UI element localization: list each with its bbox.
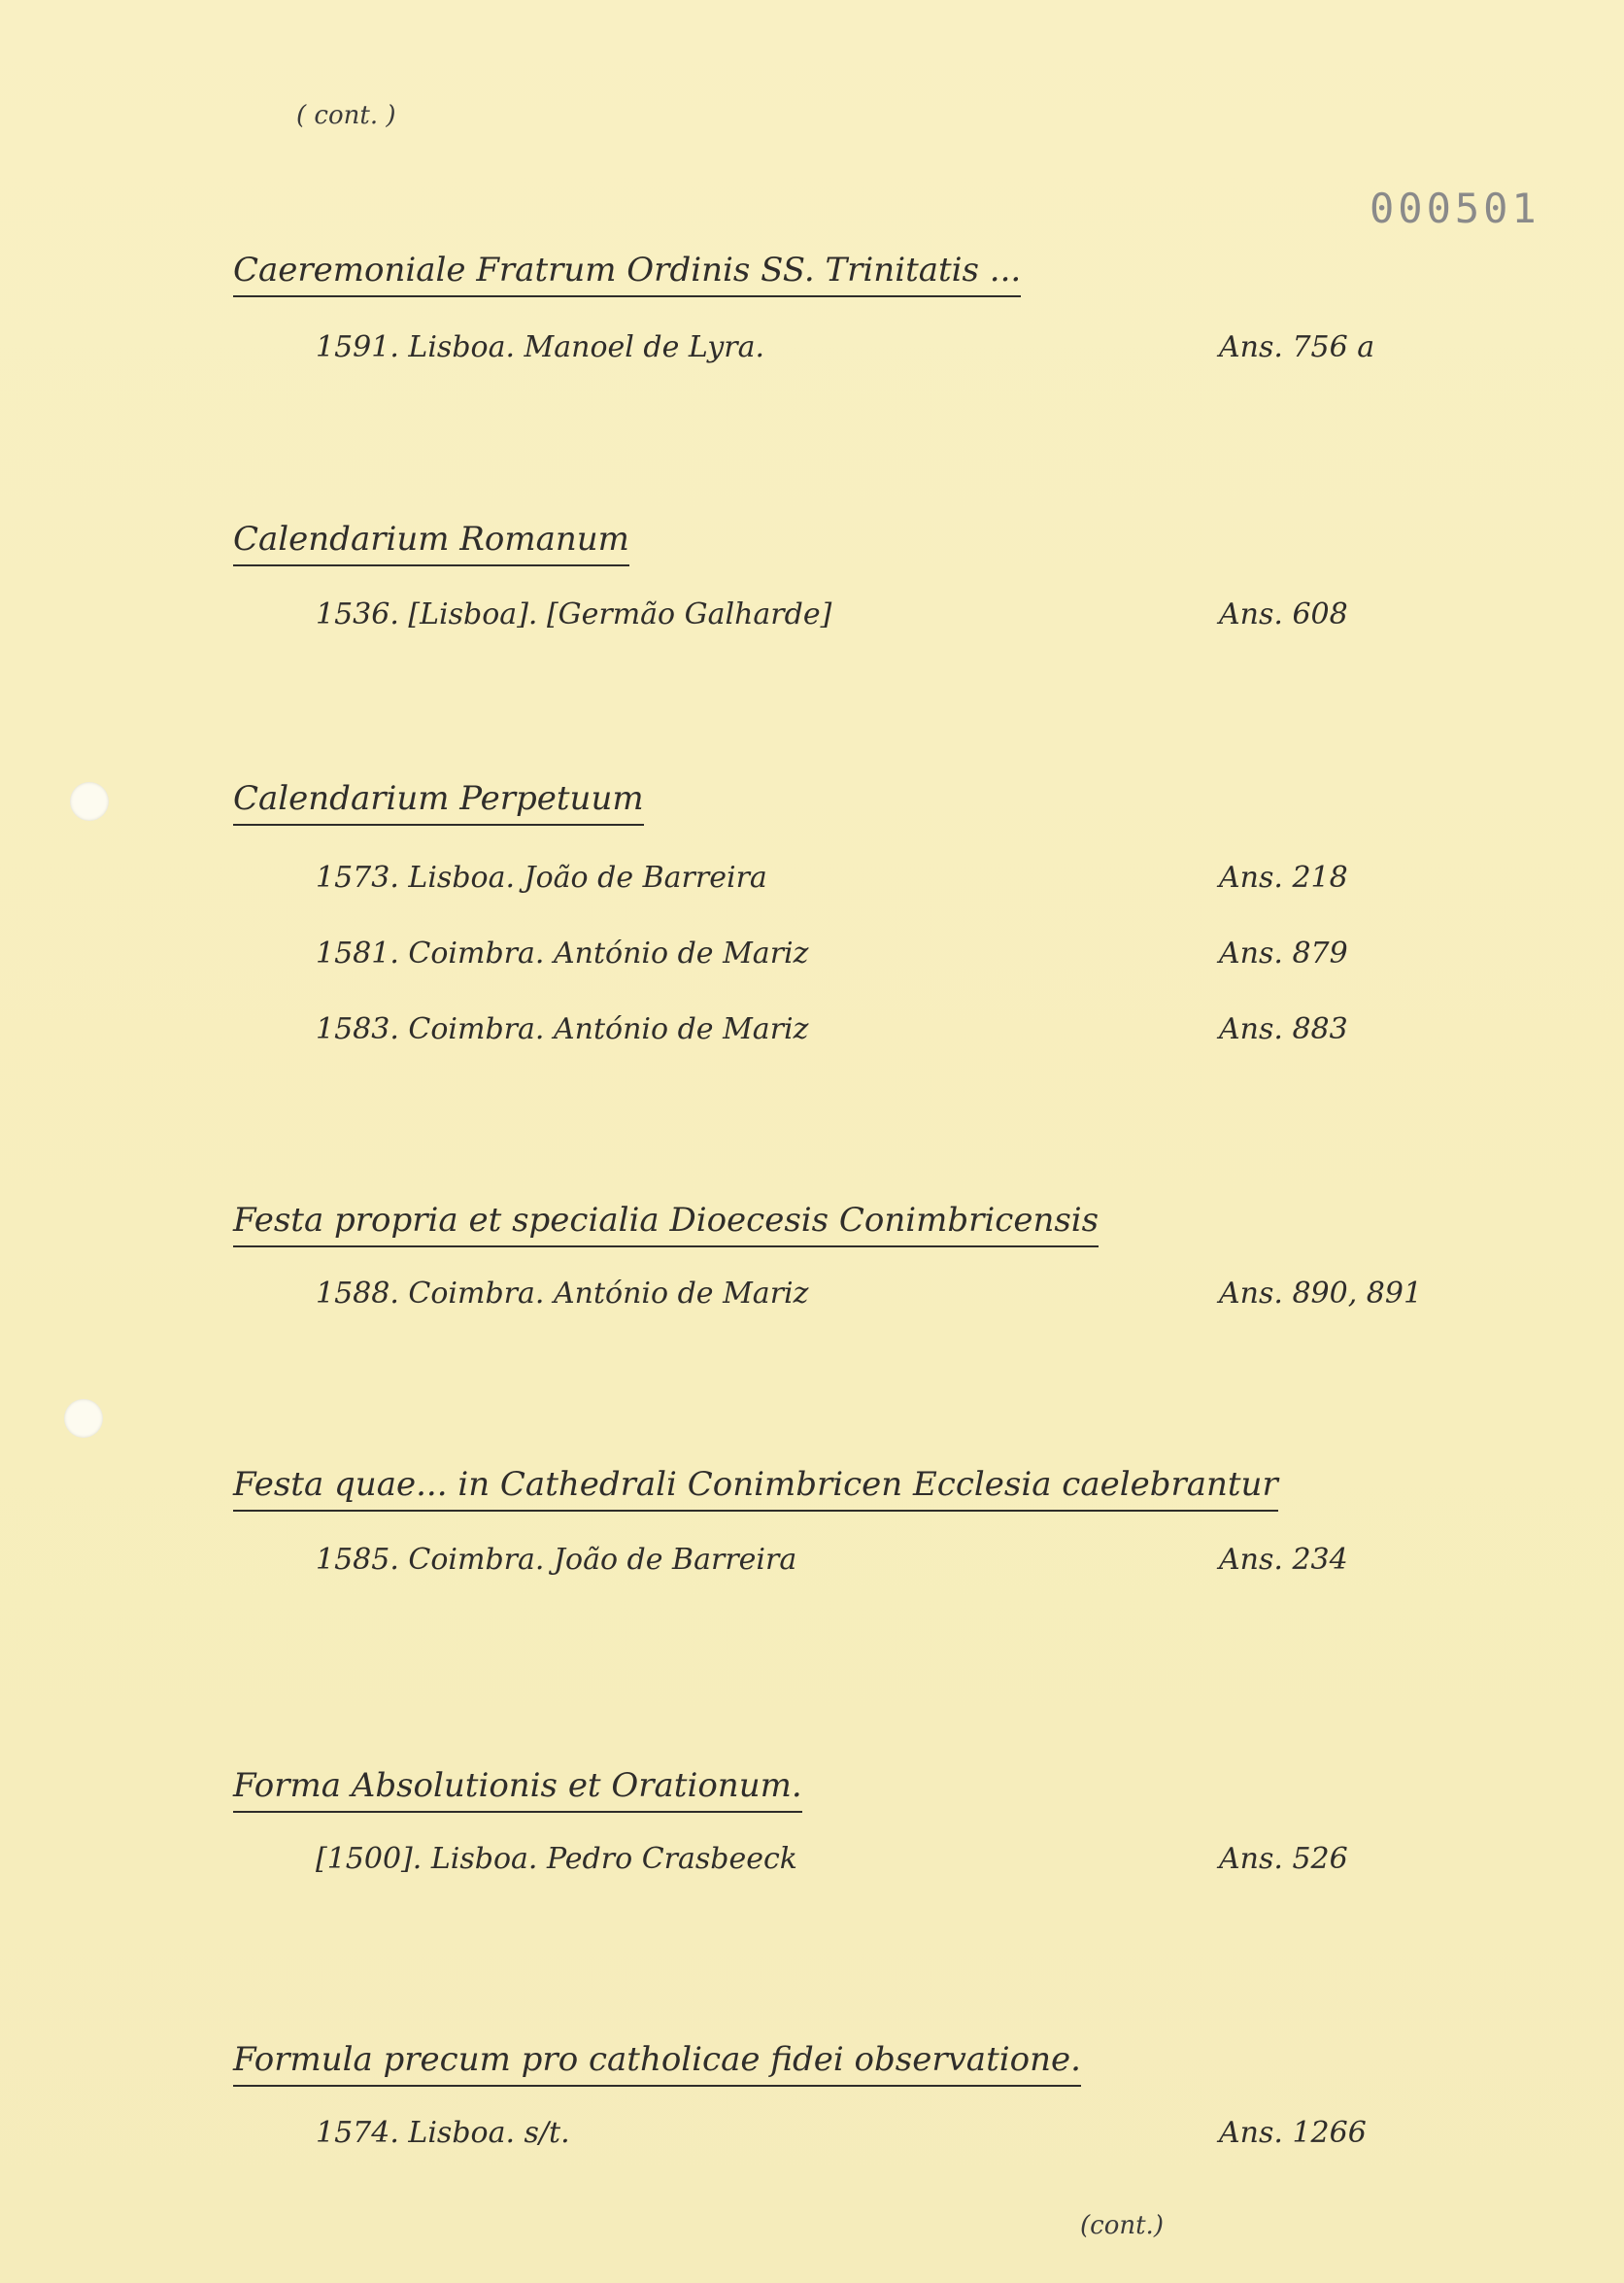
shelfmark: Ans. 218 (1219, 861, 1348, 895)
imprint: 1585. Coimbra. João de Barreira (316, 1543, 797, 1577)
entry-row (0, 1842, 1624, 1881)
shelfmark: Ans. 879 (1219, 937, 1348, 971)
shelfmark: Ans. 890, 891 (1219, 1277, 1423, 1311)
continued-note-top: ( cont. ) (296, 101, 396, 130)
entry-title: Forma Absolutionis et Orationum. (233, 1766, 802, 1813)
imprint: 1536. [Lisboa]. [Germão Galharde] (316, 597, 832, 631)
shelfmark: Ans. 756 a (1219, 330, 1375, 364)
entry-row (0, 1277, 1624, 1315)
imprint: [1500]. Lisboa. Pedro Crasbeeck (316, 1842, 797, 1876)
continued-note-bottom: (cont.) (1080, 2211, 1164, 2240)
entry-row (0, 597, 1624, 636)
entry-title: Calendarium Perpetuum (233, 779, 644, 826)
imprint: 1573. Lisboa. João de Barreira (316, 861, 767, 895)
shelfmark: Ans. 608 (1219, 597, 1348, 631)
imprint: 1574. Lisboa. s/t. (316, 2116, 570, 2150)
entry-row (0, 2116, 1624, 2155)
entry-title: Calendarium Romanum (233, 520, 629, 566)
entry-row (0, 1012, 1624, 1051)
shelfmark: Ans. 883 (1219, 1012, 1348, 1046)
shelfmark: Ans. 526 (1219, 1842, 1348, 1876)
punch-hole (70, 782, 109, 821)
shelfmark: Ans. 1266 (1219, 2116, 1367, 2150)
entry-title: Formula precum pro catholicae fidei observatione. (233, 2040, 1081, 2087)
page-number-stamp: 000501 (1370, 185, 1540, 232)
shelfmark: Ans. 234 (1219, 1543, 1348, 1577)
entry-title: Caeremoniale Fratrum Ordinis SS. Trinitatis ... (233, 251, 1021, 297)
entry-row (0, 330, 1624, 369)
imprint: 1581. Coimbra. António de Mariz (316, 937, 809, 971)
entry-title: Festa propria et specialia Dioecesis Conimbricensis (233, 1201, 1099, 1247)
entry-row (0, 1543, 1624, 1582)
imprint: 1591. Lisboa. Manoel de Lyra. (316, 330, 765, 364)
entry-row (0, 861, 1624, 900)
entry-row (0, 937, 1624, 975)
imprint: 1588. Coimbra. António de Mariz (316, 1277, 809, 1311)
punch-hole (64, 1399, 103, 1438)
imprint: 1583. Coimbra. António de Mariz (316, 1012, 809, 1046)
entry-title: Festa quae... in Cathedrali Conimbricen Ecclesia caelebrantur (233, 1465, 1278, 1512)
